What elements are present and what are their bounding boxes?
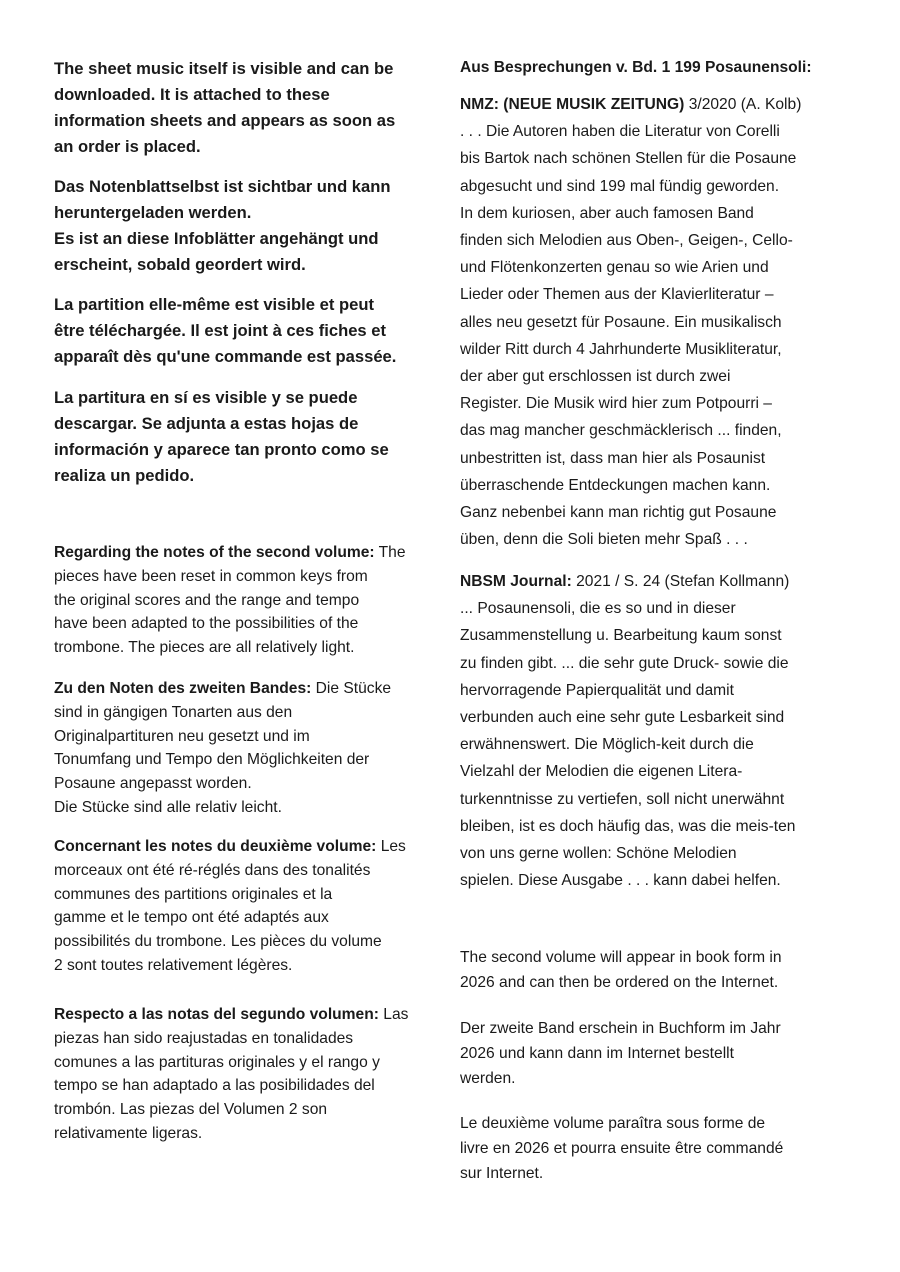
notes-spanish — [54, 1003, 442, 1146]
notes-heading: Regarding the notes of the second volume: — [54, 544, 375, 561]
notes-text: Die Stücke sind in gängigen Tonarten aus den Originalpartituren neu gesetzt und im Tonumfang und Tempo den Möglichkeiten der Posaune angepasst worden. Die Stücke sind alle relativ leicht. — [54, 680, 392, 816]
review-source: NBSM Journal: — [460, 573, 572, 590]
intro-english: The sheet music itself is visible and can be downloaded. It is attached to these information sheets and appears as soon as an order is placed. — [54, 59, 396, 156]
intro-german: Das Notenblattselbst ist sichtbar und kann heruntergeladen werden. Es ist an diese Infoblätter angehängt und erscheint, sobald geordert wird. — [54, 177, 391, 274]
notes-heading: Respecto a las notas del segundo volumen: — [54, 1006, 379, 1023]
reviews-header: Aus Besprechungen v. Bd. 1 199 Posaunensoli: — [460, 59, 812, 76]
announce-french: Le deuxième volume paraîtra sous forme de livre en 2026 et pourra ensuite être commandé sur Internet. — [460, 1115, 784, 1182]
review-text: . . . Die Autoren haben die Literatur von Corelli bis Bartok nach schönen Stellen für die Posaune abgesucht und sind 199 mal fündig geworden. In dem kuriosen, aber auch famosen Band finden sich Melodien aus Oben-, Geigen-, Cello- und Flötenkonzerten genau so wie Arien und Lieder oder Themen aus der Klavierliteratur – alles neu gesetzt für Posaune. Ein musikalisch wilder Ritt durch 4 Jahrhunderte Musikliteratur, der aber gut erschlossen ist durch zwei Register. Die Musik wird hier zum Potpourri – das mag mancher geschmäcklerisch ... finden, unbestritten ist, dass man hier als Posaunist überraschende Entdeckungen machen kann. Ganz nebenbei kann man richtig gut Posaune üben, denn die Soli bieten mehr Spaß . . . — [460, 123, 797, 549]
review-ref: 2021 / S. 24 (Stefan Kollmann) — [571, 573, 790, 590]
review-source: NMZ: (NEUE MUSIK ZEITUNG) — [460, 96, 685, 113]
notes-heading: Zu den Noten des zweiten Bandes: — [54, 680, 312, 697]
notes-french — [54, 835, 442, 978]
intro-spanish: La partitura en sí es visible y se puede descargar. Se adjunta a estas hojas de información y aparece tan pronto como se realiza un pedido. — [54, 388, 389, 485]
review-ref: 3/2020 (A. Kolb) — [684, 96, 802, 113]
review-text: ... Posaunensoli, die es so und in dieser Zusammenstellung u. Bearbeitung kaum sonst zu finden gibt. ... die sehr gute Druck- sowie die hervorragende Papierqualität und damit verbunden auch eine sehr gute Lesbarkeit sind erwähnenswert. Die Möglich-keit durch die Vielzahl der Melodien die eigenen Litera- turkenntnisse zu vertiefen, soll nicht unerwähnt bleiben, ist es doch häufig das, was die meis-ten von uns gerne wollen: Schöne Melodien spielen. Diese Ausgabe . . . kann dabei helfen. — [460, 600, 796, 890]
notes-english — [54, 541, 442, 660]
intro-french: La partition elle-même est visible et peut être téléchargée. Il est joint à ces fiches et apparaît dès qu'une commande est passée. — [54, 295, 397, 366]
notes-text: The pieces have been reset in common keys from the original scores and the range and tempo have been adapted to the possibilities of the trombone. The pieces are all relatively light. — [54, 544, 406, 657]
review-nbsm — [460, 568, 846, 894]
notes-heading: Concernant les notes du deuxième volume: — [54, 838, 377, 855]
announce-english: The second volume will appear in book form in 2026 and can then be ordered on the Internet. — [460, 949, 782, 991]
notes-text: Las piezas han sido reajustadas en tonalidades comunes a las partituras originales y el rango y tempo se han adaptado a las posibilidades del trombón. Las piezas del Volumen 2 son relativamente ligeras. — [54, 1006, 409, 1142]
review-nmz — [460, 91, 846, 553]
notes-text: Les morceaux ont été ré-réglés dans des tonalités communes des partitions originales et la gamme et le tempo ont été adaptés aux possibilités du trombone. Les pièces du volume 2 sont toutes relativement légères. — [54, 838, 406, 974]
announce-german: Der zweite Band erschein in Buchform im Jahr 2026 und kann dann im Internet bestellt werden. — [460, 1020, 781, 1087]
notes-german — [54, 677, 442, 820]
